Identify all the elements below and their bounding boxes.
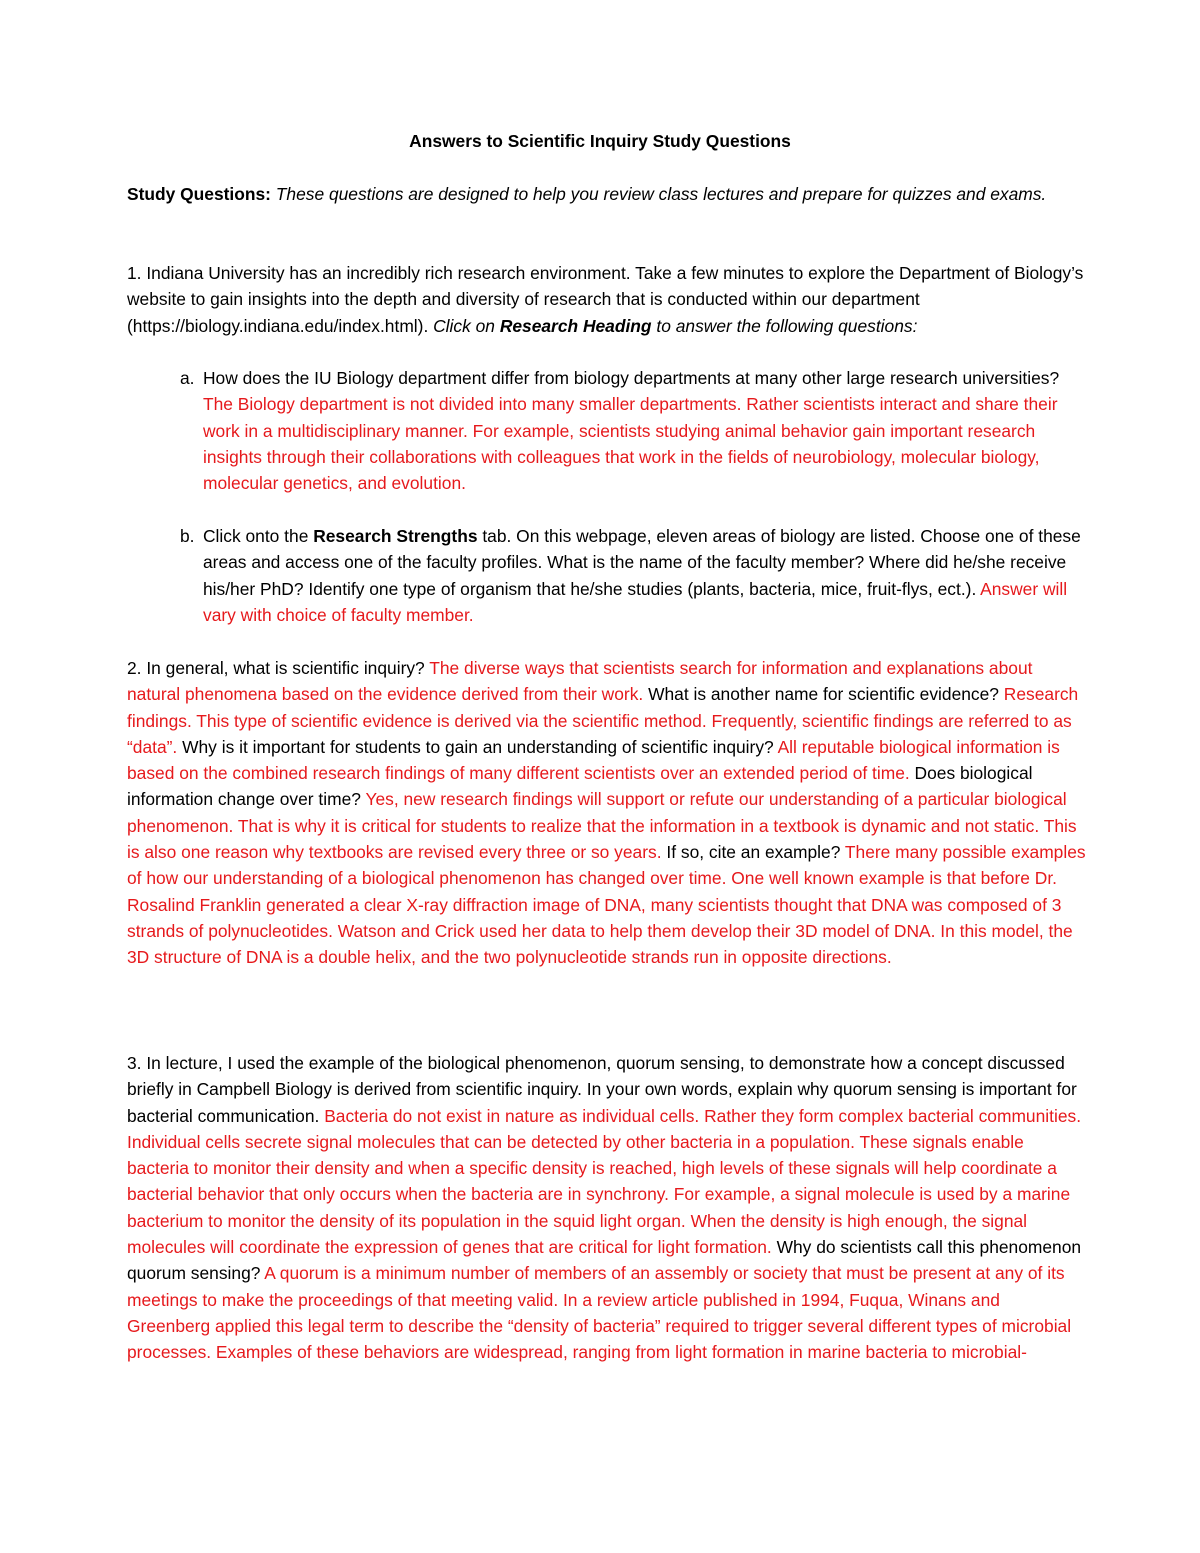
question-1-text: 1. Indiana University has an incredibly rich research environment. Take a few minutes to explore the Department of Biology’s website to gain insights into the depth and diversity of research that is conducted within our department (https://biology.indiana.edu/index.html). — [127, 263, 1084, 336]
q3-part-2: Why do scientists call this phenomenon quorum sensing? — [127, 1237, 1082, 1284]
q3-part-1: 3. In lecture, I used the example of the biological phenomenon, quorum sensing, to demonstrate how a concept discussed briefly in Campbell Biology is derived from scientific inquiry. In your own words, explain why quorum sensing is important for bacterial communication. — [127, 1053, 1077, 1126]
question-1-instruction-bold: Research Heading — [499, 315, 652, 336]
q2-part-5: If so, cite an example? — [666, 842, 845, 863]
intro-paragraph — [127, 181, 1087, 207]
q3-answer-1: Bacteria do not exist in nature as individual cells. Rather they form complex bacterial communities. Individual cells secrete signal molecules that can be detected by other bacteria in a population. These signals enable bacteria to monitor their density and when a specific density is reached, high levels of these signals will help coordinate a bacterial behavior that only occurs when the bacteria are in synchrony. For example, a signal molecule is used by a marine bacterium to monitor the density of its population in the squid light organ. When the density is high enough, the signal molecules will coordinate the expression of genes that are critical for light formation. — [127, 1105, 1082, 1258]
question-2 — [127, 655, 1087, 971]
page-title: Answers to Scientific Inquiry Study Questions — [409, 131, 791, 151]
question-1b — [203, 523, 1083, 628]
q2-answer-4: Yes, new research findings will support or refute our understanding of a particular biological phenomenon. That is why it is critical for students to realize that the information in a textbook is dynamic and not static. This is also one reason why textbooks are revised every three or so years. — [127, 789, 1077, 863]
q2-part-3: Why is it important for students to gain an understanding of scientific inquiry? — [182, 736, 778, 757]
intro-label: Study Questions: — [127, 184, 271, 204]
question-1b-text: Click onto the — [203, 526, 314, 546]
question-3 — [127, 1050, 1087, 1366]
question-1-instruction-end: to answer the following questions: — [651, 315, 918, 336]
q2-answer-1: The diverse ways that scientists search for information and explanations about natural phenomena based on the evidence derived from their work. — [127, 658, 1033, 705]
question-1b-bold: Research Strengths — [313, 526, 478, 546]
q2-answer-5: There many possible examples of how our understanding of a biological phenomenon has changed over time. One well known example is that before Dr. Rosalind Franklin generated a clear X-ray diffraction image of DNA, many scientists thought that DNA was composed of 3 strands of polynucleotides. Watson and Crick used her data to help them develop their 3D model of DNA. In this model, the 3D structure of DNA is a double helix, and the two polynucleotide strands run in opposite directions. — [127, 842, 1086, 968]
intro-text: These questions are designed to help you review class lectures and prepare for quizzes and exams. — [270, 184, 1047, 204]
item-b-marker: b. — [180, 526, 195, 546]
question-1a-text: How does the IU Biology department differ from biology departments at many other large research universities? — [203, 368, 1060, 388]
question-1 — [127, 260, 1087, 339]
q3-answer-2: A quorum is a minimum number of members of an assembly or society that must be present at any of its meetings to make the proceedings of that meeting valid. In a review article published in 1994, Fuqua, Winans and Greenberg applied this legal term to describe the “density of bacteria” required to trigger several different types of microbial processes. Examples of these behaviors are widespread, ranging from light formation in marine bacteria to microbial- — [127, 1263, 1072, 1363]
q2-answer-2: Research findings. This type of scientific evidence is derived via the scientific method. Frequently, scientific findings are referred to as “data”. — [127, 684, 1079, 757]
q2-part-1: 2. In general, what is scientific inquiry? — [127, 658, 430, 678]
q2-part-2: What is another name for scientific evidence? — [648, 684, 1004, 705]
question-1a — [203, 365, 1083, 496]
answer-1b: Answer will vary with choice of faculty member. — [203, 578, 1068, 625]
q2-part-4: Does biological information change over time? — [127, 763, 1033, 810]
item-a-marker: a. — [180, 368, 195, 388]
question-1-instruction: Click on — [433, 315, 500, 336]
answer-1a: The Biology department is not divided into many smaller departments. Rather scientists interact and share their work in a multidisciplinary manner. For example, scientists studying animal behavior gain important research insights through their collaborations with colleagues that work in the fields of neurobiology, molecular biology, molecular genetics, and evolution. — [203, 394, 1058, 494]
q2-answer-3: All reputable biological information is based on the combined research findings of many different scientists over an extended period of time. — [127, 736, 1060, 784]
question-1b-text-end: tab. On this webpage, eleven areas of biology are listed. Choose one of these areas and access one of the faculty profiles. What is the name of the faculty member? Where did he/she receive his/her PhD? Identify one type of organism that he/she studies (plants, bacteria, mice, fruit-flys, ect.). — [203, 526, 1081, 599]
